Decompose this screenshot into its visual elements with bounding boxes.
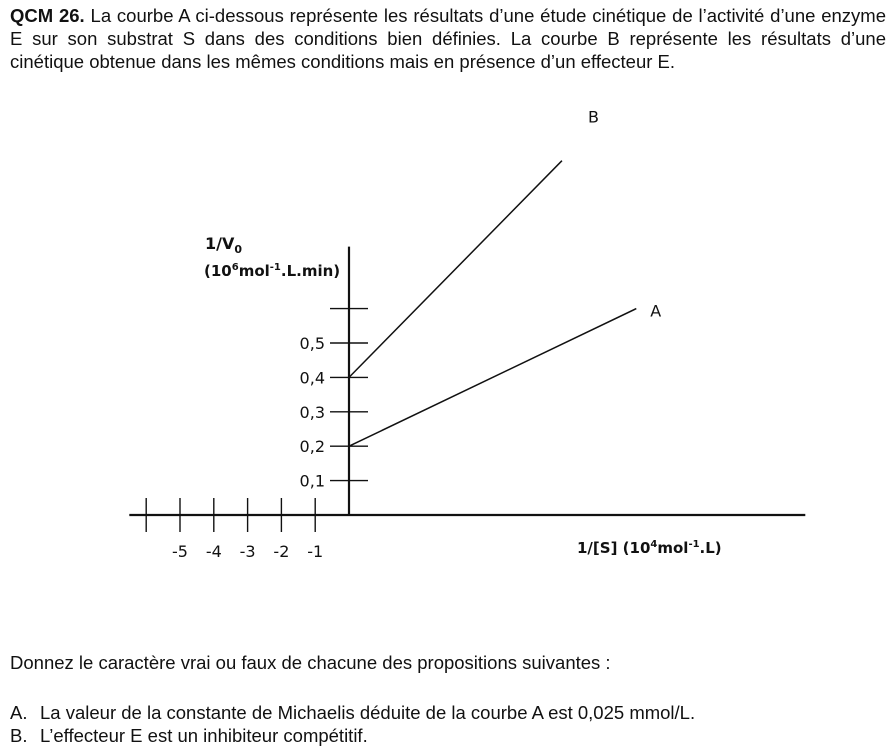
x-tick-label: -5 bbox=[172, 542, 188, 561]
x-tick-label: -2 bbox=[273, 542, 290, 561]
question-text bbox=[10, 4, 886, 73]
y-tick-label: 0,5 bbox=[299, 334, 325, 353]
x-tick-label: -3 bbox=[239, 542, 256, 561]
curve-a bbox=[349, 309, 636, 447]
x-tick-label: -1 bbox=[307, 542, 324, 561]
curve-b bbox=[349, 161, 562, 378]
question-number: QCM 26. bbox=[10, 5, 85, 26]
y-tick-label: 0,2 bbox=[299, 437, 325, 457]
proposition-b-letter: B. bbox=[10, 725, 28, 746]
question-body: La courbe A ci-dessous représente les résultats d’une étude cinétique de l’activité d’une enzyme E sur son substrat S dans des conditions bien définies. La courbe B représente les résultats d’une cinétique obtenue dans les mêmes conditions mais en présence d’un effecteur E. bbox=[10, 5, 887, 72]
y-tick-label: 0,4 bbox=[299, 368, 325, 388]
x-tick-label: -4 bbox=[205, 542, 222, 561]
proposition-a bbox=[10, 701, 695, 724]
instructions: Donnez le caractère vrai ou faux de chacune des propositions suivantes : bbox=[10, 652, 611, 673]
curve-b-label: B bbox=[587, 107, 599, 127]
y-tick-label: 0,1 bbox=[299, 471, 325, 491]
lineweaver-burk-figure bbox=[0, 107, 892, 580]
proposition-b bbox=[10, 724, 368, 747]
proposition-b-text: L’effecteur E est un inhibiteur compétitif. bbox=[40, 725, 368, 746]
proposition-a-text: La valeur de la constante de Michaelis déduite de la courbe A est 0,025 mmol/L. bbox=[40, 702, 696, 723]
lineweaver-burk-chart bbox=[0, 107, 892, 580]
x-axis-label: 1/[S] $(10^4mol^{-1}.L)$ bbox=[577, 539, 722, 557]
proposition-a-letter: A. bbox=[10, 702, 28, 723]
y-tick-label: 0,3 bbox=[299, 402, 325, 422]
y-axis-label-line1: $1/V_0$ bbox=[205, 234, 243, 256]
y-axis-label-line2: $(10^6mol^{-1}.L.\min)$ bbox=[204, 262, 341, 280]
curve-a-label: A bbox=[650, 301, 662, 321]
